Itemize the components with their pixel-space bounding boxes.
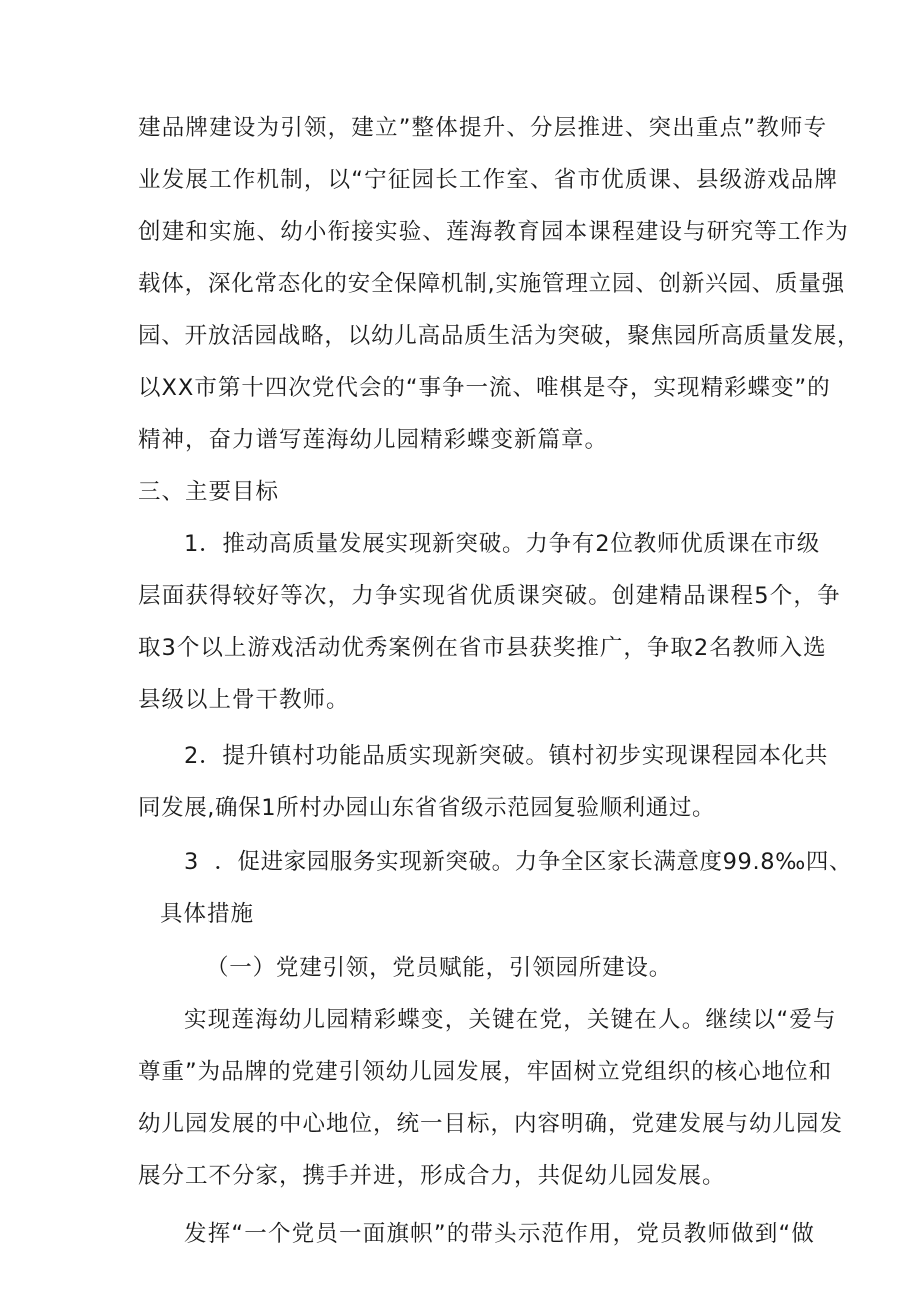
text-line: 载体，深化常态化的安全保障机制,实施管理立园、创新兴园、质量强 xyxy=(138,271,845,297)
text-line: 2．提升镇村功能品质实现新突破。镇村初步实现课程园本化共 xyxy=(184,743,829,769)
text-line: 取3个以上游戏活动优秀案例在省市县获奖推广，争取2名教师入选 xyxy=(138,635,827,661)
text-line: 县级以上骨干教师。 xyxy=(138,687,350,713)
text-line: 创建和实施、幼小衔接实验、莲海教育园本课程建设与研究等工作为 xyxy=(138,219,850,245)
text-line: 同发展,确保1所村办园山东省省级示范园复验顺利通过。 xyxy=(138,795,716,821)
text-line: 层面获得较好等次，力争实现省优质课突破。创建精品课程5个，争 xyxy=(138,583,841,609)
text-line: 展分工不分家，携手并进，形成合力，共促幼儿园发展。 xyxy=(138,1163,726,1189)
section-heading: 具体措施 xyxy=(160,901,255,927)
text-line: 以XX市第十四次党代会的“事争一流、唯棋是夺，实现精彩蝶变”的 xyxy=(138,375,831,401)
text-line: 业发展工作机制，以“宁征园长工作室、省市优质课、县级游戏品牌 xyxy=(138,167,839,193)
text-line: 实现莲海幼儿园精彩蝶变，关键在党，关键在人。继续以“爱与 xyxy=(184,1007,837,1033)
text-line: 1．推动高质量发展实现新突破。力争有2位教师优质课在市级 xyxy=(184,531,821,557)
text-line: 精神，奋力谱写莲海幼儿园精彩蝶变新篇章。 xyxy=(138,427,609,453)
text-line: 发挥“一个党员一面旗帜”的带头示范作用，党员教师做到“做 xyxy=(184,1221,816,1247)
text-line: 建品牌建设为引领，建立”整体提升、分层推进、突出重点”教师专 xyxy=(138,115,828,141)
text-line: 尊重”为品牌的党建引领幼儿园发展，牢固树立党组织的核心地位和 xyxy=(138,1059,833,1085)
text-line: 幼儿园发展的中心地位，统一目标，内容明确，党建发展与幼儿园发 xyxy=(138,1111,844,1137)
subsection-heading: （一）党建引领，党员赋能，引领园所建设。 xyxy=(206,955,673,981)
text-line: 园、开放活园战略，以幼儿高品质生活为突破，聚焦园所高质量发展， xyxy=(138,323,861,349)
text-line: 3 ．促进家园服务实现新突破。力争全区家长满意度99.8‰四、 xyxy=(184,849,853,875)
section-heading: 三、主要目标 xyxy=(138,479,280,505)
